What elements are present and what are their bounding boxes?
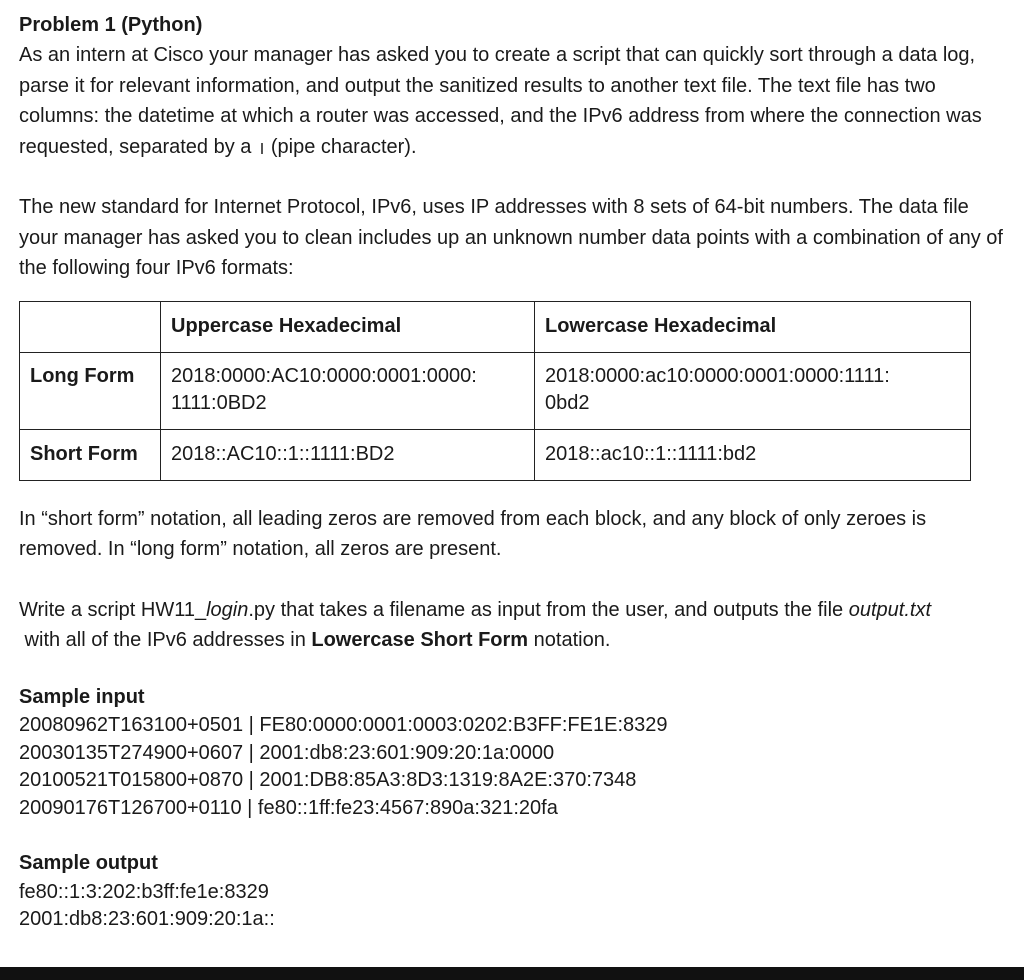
cell-text: 2018:0000:ac10:0000:0001:0000:1111: 0bd2 <box>545 364 890 414</box>
task-login: login <box>206 598 249 621</box>
sample-output-heading: Sample output <box>19 852 158 875</box>
table-cell: 2018::AC10::1::1111:BD2 <box>161 429 535 480</box>
output-filename: output.txt <box>848 598 931 621</box>
problem-title: Problem 1 (Python) <box>19 14 203 36</box>
task-notation: Lowercase Short Form <box>311 629 529 652</box>
row-label: Short Form <box>20 429 161 480</box>
sample-output-block <box>19 879 1009 934</box>
table-cell: 2018::ac10::1::1111:bd2 <box>535 429 971 480</box>
sample-input-line: 20080962T163100+0501 | FE80:0000:0001:0003:0202:B3FF:FE1E:8329 <box>19 714 668 737</box>
table-header-cell <box>20 301 161 352</box>
row-label: Long Form <box>20 352 161 429</box>
ipv6-format-table <box>19 301 971 481</box>
sample-input-block <box>19 712 1009 822</box>
task-text: notation. <box>528 629 611 652</box>
table-header-cell: Lowercase Hexadecimal <box>535 301 971 352</box>
sample-input-line: 20030135T274900+0607 | 2001:db8:23:601:909:20:1a:0000 <box>19 741 555 764</box>
sample-input-line: 20100521T015800+0870 | 2001:DB8:85A3:8D3:1319:8A2E:370:7348 <box>19 769 637 792</box>
ipv6-paragraph: The new standard for Internet Protocol, IPv6, uses IP addresses with 8 sets of 64-bit numbers. The data file your manager has asked you to clean includes up an unknown number data points with a combination of any of the following four IPv6 formats: <box>19 196 1003 280</box>
intro-text-end: (pipe character). <box>270 135 417 158</box>
table-row <box>20 352 971 429</box>
task-text: .py that takes a filename as input from the user, and outputs the file <box>248 598 844 621</box>
table-cell <box>161 352 535 429</box>
task-paragraph <box>19 595 1009 656</box>
table-header-cell: Uppercase Hexadecimal <box>161 301 535 352</box>
notation-paragraph: In “short form” notation, all leading zeros are removed from each block, and any block of only zeroes is removed. In “long form” notation, all zeros are present. <box>19 507 927 561</box>
table-cell <box>535 352 971 429</box>
sample-input-heading: Sample input <box>19 686 145 709</box>
bottom-bar <box>0 967 1024 980</box>
task-text: with all of the IPv6 addresses in <box>19 629 312 652</box>
task-text: Write a script HW11_ <box>19 598 207 621</box>
sample-input-line: 20090176T126700+0110 | fe80::1ff:fe23:4567:890a:321:20fa <box>19 796 558 819</box>
sample-output-line: 2001:db8:23:601:909:20:1a:: <box>19 908 275 931</box>
table-row <box>20 429 971 480</box>
intro-text: As an intern at Cisco your manager has asked you to create a script that can quickly sort through a data log, parse it for relevant information, and output the sanitized results to another text file. The text file has two columns: the datetime at which a router was accessed, and the IPv6 address from where the connection was requested, separated by a <box>19 44 982 158</box>
cell-text: 2018:0000:AC10:0000:0001:0000: 1111:0BD2 <box>171 364 477 414</box>
intro-paragraph <box>19 40 1009 162</box>
sample-output-line: fe80::1:3:202:b3ff:fe1e:8329 <box>19 880 269 903</box>
document-page <box>19 10 1009 934</box>
table-header-row <box>20 301 971 352</box>
pipe-symbol <box>261 143 263 154</box>
